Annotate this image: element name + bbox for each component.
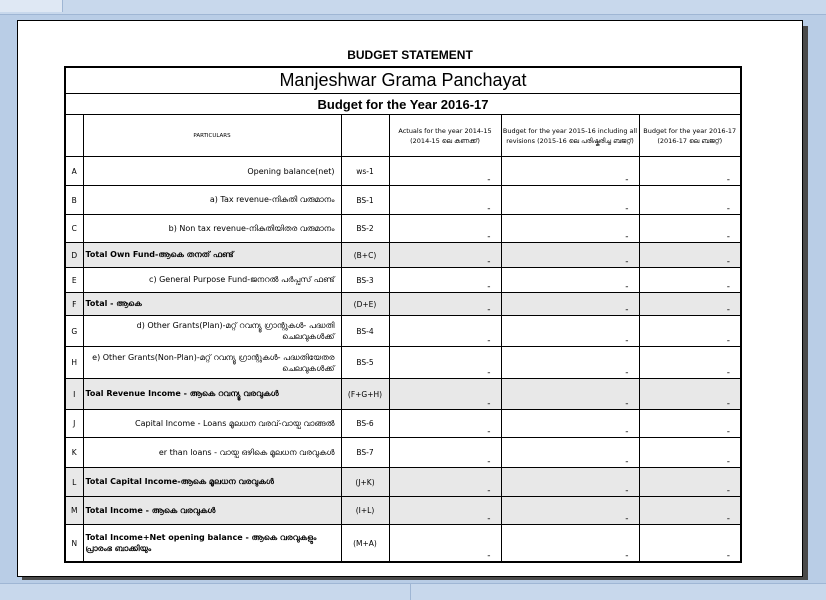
row-code: J [65, 410, 83, 438]
row-code: D [65, 243, 83, 268]
row-reference: (D+E) [341, 293, 389, 316]
revised-amount: - [501, 186, 639, 215]
row-description: Capital Income - Loans മൂലധന വരവ്-വായ്പ വാങ്ങൽ [83, 410, 341, 438]
table-row [65, 379, 741, 410]
actuals-amount: - [389, 243, 501, 268]
row-description: Total Capital Income-ആകെ മൂലധന വരവുകൾ [83, 468, 341, 497]
row-description: er than loans - വായ്പ ഒഴികെ മൂലധന വരവുകൾ [83, 438, 341, 468]
budget-amount: - [639, 410, 741, 438]
revised-amount: - [501, 410, 639, 438]
revised-amount: - [501, 157, 639, 186]
table-row [65, 410, 741, 438]
header-actuals: Actuals for the year 2014-15 (2014-15 ലെ കണക്ക്) [389, 115, 501, 157]
table-row [65, 215, 741, 243]
budget-amount: - [639, 347, 741, 379]
column-header-row [65, 115, 741, 157]
row-description: c) General Purpose Fund-ജനറൽ പർപ്പസ് ഫണ്ട് [83, 268, 341, 293]
budget-table [64, 66, 742, 563]
row-description: b) Non tax revenue-നികുതിയിതര വരുമാനം [83, 215, 341, 243]
row-reference: (J+K) [341, 468, 389, 497]
revised-amount: - [501, 379, 639, 410]
revised-amount: - [501, 525, 639, 563]
organization-name: Manjeshwar Grama Panchayat [65, 67, 741, 94]
document-page [17, 20, 803, 577]
row-code: M [65, 497, 83, 525]
budget-amount: - [639, 525, 741, 563]
table-row [65, 316, 741, 347]
row-reference: (B+C) [341, 243, 389, 268]
revised-amount: - [501, 438, 639, 468]
row-reference: BS-2 [341, 215, 389, 243]
table-row [65, 347, 741, 379]
window-top-bar [0, 0, 826, 15]
table-row [65, 438, 741, 468]
row-code: B [65, 186, 83, 215]
actuals-amount: - [389, 410, 501, 438]
table-row [65, 157, 741, 186]
actuals-amount: - [389, 525, 501, 563]
actuals-amount: - [389, 268, 501, 293]
header-revised: Budget for the year 2015-16 including all revisions (2015-16 ലെ പരിഷ്കരിച്ച ബജറ്റ്) [501, 115, 639, 157]
budget-amount: - [639, 186, 741, 215]
row-reference: BS-6 [341, 410, 389, 438]
revised-amount: - [501, 497, 639, 525]
row-reference: BS-5 [341, 347, 389, 379]
budget-amount: - [639, 215, 741, 243]
row-code: F [65, 293, 83, 316]
row-reference: ws-1 [341, 157, 389, 186]
table-row [65, 293, 741, 316]
row-reference: BS-7 [341, 438, 389, 468]
revised-amount: - [501, 316, 639, 347]
actuals-amount: - [389, 215, 501, 243]
row-reference: BS-1 [341, 186, 389, 215]
table-body [65, 157, 741, 563]
revised-amount: - [501, 293, 639, 316]
budget-amount: - [639, 497, 741, 525]
page-title: BUDGET STATEMENT [347, 48, 473, 62]
row-description: Total Own Fund-ആകെ തനത് ഫണ്ട് [83, 243, 341, 268]
revised-amount: - [501, 347, 639, 379]
budget-amount: - [639, 157, 741, 186]
table-row [65, 186, 741, 215]
header-code-cell [65, 115, 83, 157]
table-row [65, 497, 741, 525]
row-code: E [65, 268, 83, 293]
row-code: N [65, 525, 83, 563]
actuals-amount: - [389, 379, 501, 410]
header-particulars: PARTICULARS [83, 115, 341, 157]
row-description: Toal Revenue Income - ആകെ റവന്യൂ വരവുകൾ [83, 379, 341, 410]
row-description: Total Income+Net opening balance - ആകെ വരവുകളും പ്രാരംഭ ബാക്കിയും [83, 525, 341, 563]
window-bottom-bar [0, 583, 826, 600]
revised-amount: - [501, 243, 639, 268]
row-description: a) Tax revenue-നികുതി വരുമാനം [83, 186, 341, 215]
row-code: L [65, 468, 83, 497]
actuals-amount: - [389, 316, 501, 347]
actuals-amount: - [389, 438, 501, 468]
tab-button[interactable] [0, 0, 63, 12]
budget-amount: - [639, 293, 741, 316]
row-code: C [65, 215, 83, 243]
row-description: d) Other Grants(Plan)-മറ്റ് റവന്യൂ ഗ്രാന്റുകൾ- പദ്ധതി ചെലവുകൾക്ക് [83, 316, 341, 347]
actuals-amount: - [389, 157, 501, 186]
budget-amount: - [639, 468, 741, 497]
status-segment [410, 584, 826, 600]
row-reference: (I+L) [341, 497, 389, 525]
budget-amount: - [639, 316, 741, 347]
row-reference: BS-3 [341, 268, 389, 293]
revised-amount: - [501, 268, 639, 293]
row-description: Total Income - ആകെ വരവുകൾ [83, 497, 341, 525]
actuals-amount: - [389, 293, 501, 316]
row-reference: BS-4 [341, 316, 389, 347]
actuals-amount: - [389, 186, 501, 215]
header-ref-cell [341, 115, 389, 157]
revised-amount: - [501, 215, 639, 243]
budget-amount: - [639, 243, 741, 268]
table-row [65, 525, 741, 563]
row-description: Total - ആകെ [83, 293, 341, 316]
budget-amount: - [639, 438, 741, 468]
header-budget: Budget for the year 2016-17 (2016-17 ലെ ബജറ്റ്) [639, 115, 741, 157]
status-segment [0, 584, 411, 600]
budget-year-title: Budget for the Year 2016-17 [65, 94, 741, 115]
actuals-amount: - [389, 468, 501, 497]
budget-amount: - [639, 268, 741, 293]
row-code: I [65, 379, 83, 410]
row-reference: (F+G+H) [341, 379, 389, 410]
row-reference: (M+A) [341, 525, 389, 563]
row-code: A [65, 157, 83, 186]
table-row [65, 243, 741, 268]
row-code: G [65, 316, 83, 347]
budget-amount: - [639, 379, 741, 410]
table-row [65, 268, 741, 293]
actuals-amount: - [389, 347, 501, 379]
revised-amount: - [501, 468, 639, 497]
row-description: e) Other Grants(Non-Plan)-മറ്റ് റവന്യൂ ഗ്രാന്റുകൾ- പദ്ധതിയേതര ചെലവുകൾക്ക് [83, 347, 341, 379]
actuals-amount: - [389, 497, 501, 525]
row-description: Opening balance(net) [83, 157, 341, 186]
table-row [65, 468, 741, 497]
row-code: K [65, 438, 83, 468]
row-code: H [65, 347, 83, 379]
